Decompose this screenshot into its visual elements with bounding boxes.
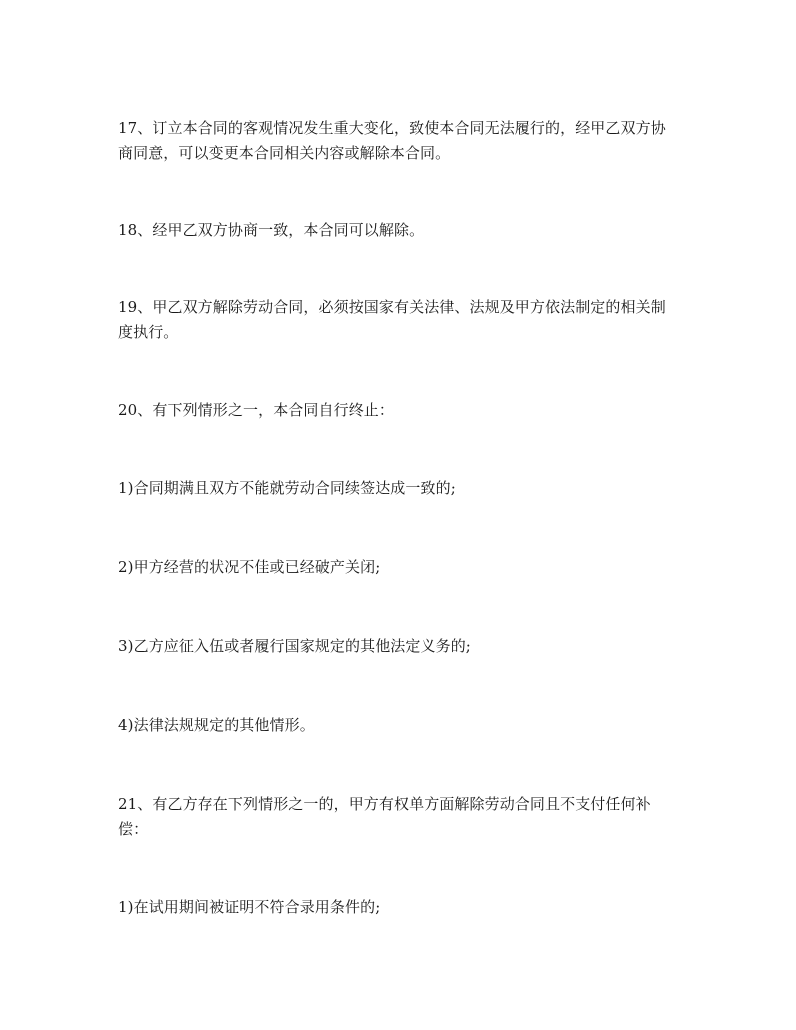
clause-19-line-2: 度执行。 <box>118 323 179 341</box>
clause-19-paragraph <box>118 295 688 345</box>
clause-19-line-1: 19、甲乙双方解除劳动合同，必须按国家有关法律、法规及甲方依法制定的相关制 <box>118 298 666 316</box>
clause-18-line-1: 18、经甲乙双方协商一致，本合同可以解除。 <box>118 221 425 239</box>
clause-20-line-1: 20、有下列情形之一，本合同自行终止： <box>118 401 394 419</box>
clause-21-line-2: 偿： <box>118 820 149 838</box>
clause-17-line-1: 17、订立本合同的客观情况发生重大变化，致使本合同无法履行的，经甲乙双方协 <box>118 119 666 137</box>
clause-21-item-1-line: 1)在试用期间被证明不符合录用条件的; <box>118 898 381 916</box>
clause-20-item-1-line: 1)合同期满且双方不能就劳动合同续签达成一致的; <box>118 479 456 497</box>
clause-21-line-1: 21、有乙方存在下列情形之一的，甲方有权单方面解除劳动合同且不支付任何补 <box>118 795 651 813</box>
clause-17-paragraph <box>118 116 688 166</box>
clause-20-item-1 <box>118 476 688 501</box>
clause-20-item-4 <box>118 713 688 738</box>
clause-18-paragraph <box>118 218 688 243</box>
clause-20-item-4-line: 4)法律法规规定的其他情形。 <box>118 716 315 734</box>
clause-21-paragraph <box>118 792 688 842</box>
clause-17-line-2: 商同意，可以变更本合同相关内容或解除本合同。 <box>118 144 451 162</box>
clause-20-item-3-line: 3)乙方应征入伍或者履行国家规定的其他法定义务的; <box>118 637 471 655</box>
clause-20-item-2 <box>118 555 688 580</box>
clause-20-item-3 <box>118 634 688 659</box>
clause-21-item-1 <box>118 895 688 920</box>
clause-20-item-2-line: 2)甲方经营的状况不佳或已经破产关闭; <box>118 558 381 576</box>
clause-20-paragraph <box>118 398 688 423</box>
